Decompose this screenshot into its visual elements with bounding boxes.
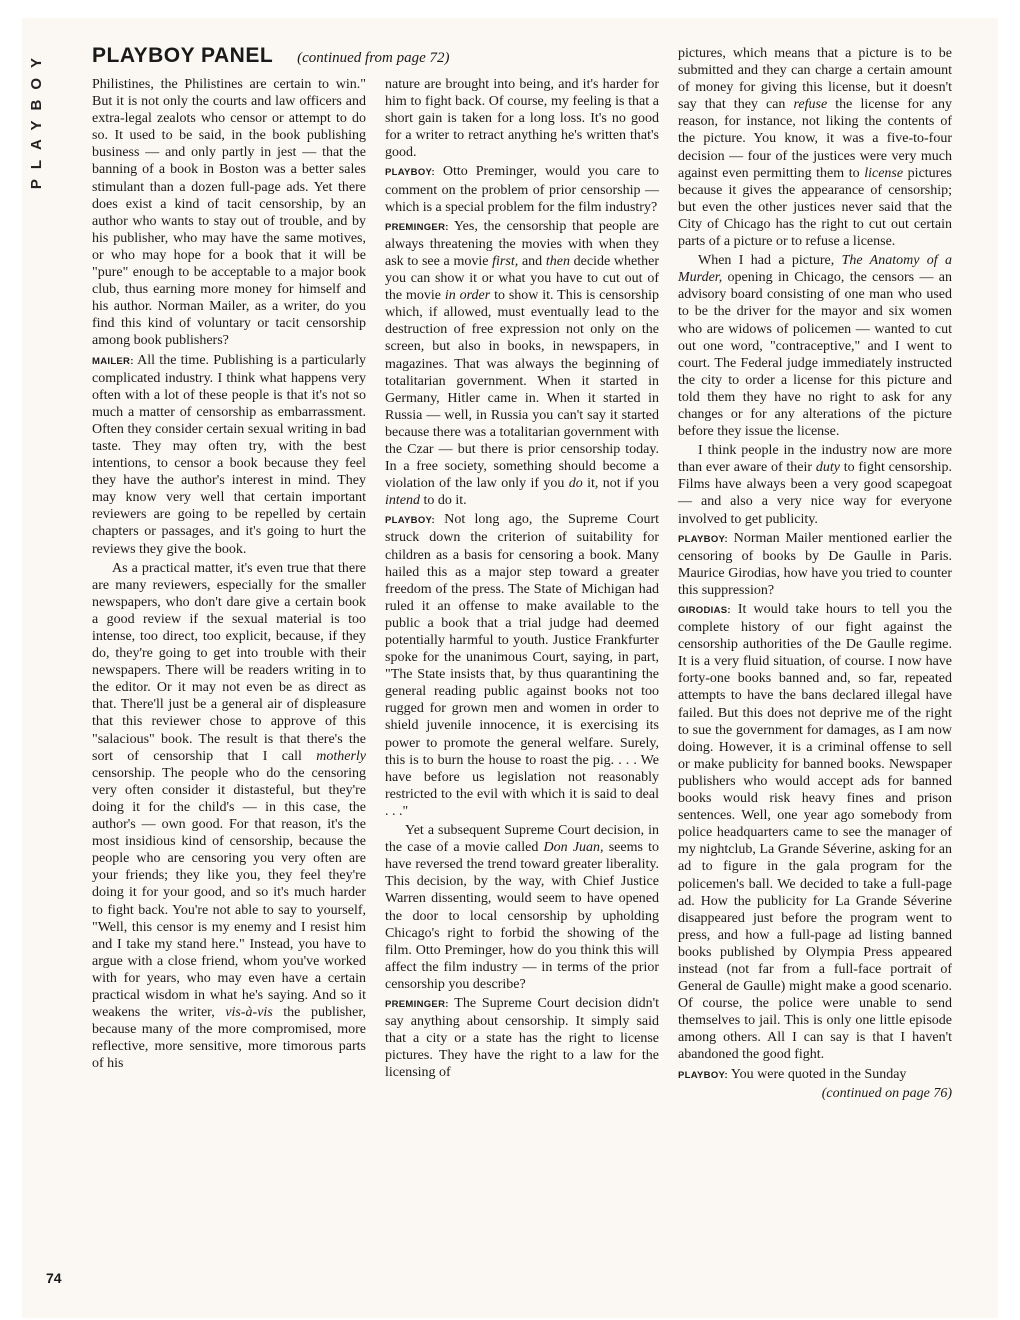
paragraph-text: As a practical matter, it's even true that there are many reviewers, especially for the smaller newspapers, who don't dare give a certain book a good review if the sexual material is too intense, too direct, too explicit, because, if they do, they're going to get into trouble with their newspapers. There will be readers writing in to the editor. Or it may not even be as direct as that. There'll just be a general air of displeasure that this reviewer chose to approve of this "salacious" book. The result is that there's the sort of censorship that I call (92, 560, 366, 764)
paragraph-text: to show it. This is censorship which, if allowed, must eventually lead to the destruction of free expression not only on the screen, but also in books, in newspapers, in magazines. That was always the beginning of totalitarian government. When it started in Germany, Hitler came in. When it started in Russia — well, in Russia you can't say it started because there was a totalitarian government with the Czar — but there is prior censorship today. In a free society, something should become a violation of the law only if you (385, 288, 660, 492)
paragraph-text: It would take hours to tell you the complete history of our fight against the censorship authorities of the De Gaulle regime. It is a very fluid situation, of course. I now have forty-one books banned and, so far, repeated attempts to have the bans declared illegal have failed. But this does not deprive me of the right to sue the government for damages, as I am now doing. However, it is a criminal offense to sell or make publicity for banned books. Newspaper publishers who would accept ads for banned books would risk heavy fines and prison sentences. Well, one year ago somebody from police headquarters came to see the manager of my nightclub, La Grande Séverine, asking for an ad to figure in the gala program for the policemen's ball. We decided to take a full-page ad. How the publicity for La Grande Séverine disappeared just before the program went to press, and how a full-page ad listing banned books published by Olympia Press appeared instead (not far from a full-face portrait of General de Gaulle) might make a good scenario. Of course, the police were unable to send themselves to jail. This is only one little episode among others. All I can say is that I haven't abandoned the good fight. (678, 602, 953, 1063)
article-header (92, 44, 652, 68)
text-column-3 (678, 45, 952, 1102)
paragraph-text: You were quoted in the Sunday (730, 1066, 907, 1082)
speaker-label: PLAYBOY: (385, 515, 435, 527)
paragraph: Philistines, the Philistines are certain to win." But it is not only the courts and law officers and extra-legal zealots who censor or attempt to do so. It used to be said, in the book publishing business — and only partly in jest — that the banning of a book in Boston was a better sales stimulant than a dozen full-page ads. Yet there does exist a kind of tacit censorship, by an author who wants to stay out of trouble, and by his publisher, who may have the same motives, or who may hope for a book that it will be "pure" enough to be acceptable to a major book club, thus earning more money for himself and his author. Norman Mailer, as a writer, do you find this kind of voluntary or tacit censorship among book publishers? (92, 77, 366, 349)
text-column-2 (385, 76, 659, 1081)
paragraph-text: seems to have reversed the trend toward greater liberality. This decision, by the way, with Chief Justice Warren dissenting, would seem to have opened the door to local censorship by upholding Chicago's right to forbid the showing of the film. Otto Preminger, how do you think this will affect the film industry — in terms of the prior censorship you describe? (385, 840, 660, 992)
continued-on-note: (continued on page 76) (821, 1085, 952, 1101)
continued-from-note: (continued from page 72) (297, 50, 450, 66)
paragraph-text: Yet a subsequent Supreme Court decision, in the case of a movie called (385, 823, 659, 856)
paragraph-text: I think people in the industry now are more than ever aware of their (678, 443, 952, 476)
paragraph-text: and (518, 253, 546, 269)
paragraph: nature are brought into being, and it's harder for him to fight back. Of course, my feeling is that a short gain is taken for a long loss. It's no good for a writer to retract anything he's written that's good. (385, 77, 659, 161)
magazine-sidebar-logo: PLAYBOY (28, 48, 45, 190)
paragraph-text: opening in Chicago, the censors — an advisory board consisting of one man who used to be the driver for the mayor and six women who are widows of policemen — wanted to cut out one word, "contraceptive," and I went to court. The Federal judge immediately instructed the city to order a license for this picture and told them they have no right to ask for any changes or for any alterations of the picture before they issue the license. (678, 270, 952, 440)
emphasis: do (568, 476, 583, 492)
paragraph-text: to fight censorship. Films have always been a very good scapegoat — and also a very nice way for everyone involved to get publicity. (678, 460, 952, 527)
paragraph-text: censorship. The people who do the censoring very often consider it distasteful, but they're doing it for the child's — in this case, the author's — own good. For that reason, it's the most insidious kind of censorship, because the people who are censoring you very often are your friends; they like you, they feel they're doing it for your good, and so it's much harder to fight back. You're not able to say to yourself, "Well, this censor is my enemy and I resist him and I take my stand here." Instead, you have to argue with a close friend, whom you've worked with for years, who may even have a certain practical wisdom in what he's saying. And so it weakens the writer, (92, 765, 366, 1021)
paragraph-text: Norman Mailer mentioned earlier the censoring of books by De Gaulle in Paris. Maurice Girodias, how have you tried to counter this suppression? (678, 530, 953, 598)
paragraph (92, 560, 366, 1073)
paragraph-text: the publisher, because many of the more compromised, more reflective, more sensitive, more timorous parts of his (92, 1005, 366, 1072)
paragraph-text: pictures, which means that a picture is to be submitted and they can charge a certain amount of money for giving this license, but it doesn't say that they can (678, 46, 952, 113)
speaker-label: PREMINGER: (385, 998, 449, 1010)
text-column-1 (92, 76, 366, 1072)
paragraph-text: Otto Preminger, would you care to comment on the problem of prior censorship — which is a special problem for the film industry? (385, 164, 660, 215)
emphasis: duty (815, 460, 840, 476)
emphasis: Don Juan, (543, 840, 604, 856)
paragraph-text: pictures because it gives the appearance of censorship; but even the other justices never said that the City of Chicago has the right to cut out certain parts of a picture or to refuse a license. (678, 165, 952, 250)
speaker-label: PLAYBOY: (678, 533, 728, 545)
paragraph (678, 45, 952, 250)
speaker-label: PLAYBOY: (385, 167, 435, 179)
emphasis: then (545, 253, 570, 269)
paragraph (92, 352, 366, 558)
speaker-label: PREMINGER: (385, 221, 449, 233)
paragraph-text: it, not if you (582, 476, 659, 492)
paragraph (678, 442, 952, 527)
emphasis: motherly (316, 748, 366, 764)
emphasis: first, (492, 253, 519, 269)
paragraph (678, 1066, 952, 1084)
page-number: 74 (46, 1270, 62, 1286)
paragraph-text: When I had a picture, (698, 253, 842, 269)
paragraph-text: Not long ago, the Supreme Court struck down the criterion of suitability for children as a basis for censoring a book. Many hailed this as a major step toward a greater freedom of the press. The State of Michigan had ruled it an offense to make available to the public a book that a trial judge had deemed potentially harmful to youth. Justice Frankfurter spoke for the unanimous Court, saying, in part, "The State insists that, by thus quarantining the general reading public against books not too rugged for grown men and women in order to shield juvenile innocence, it is exercising its power to promote the general welfare. Surely, this is to burn the house to roast the pig. . . . We have before us legislation not reasonably restricted to the evil with which it is said to deal . . ." (385, 512, 660, 819)
paragraph-text: The Supreme Court decision didn't say anything about censorship. It simply said that a city or a state has the right to license pictures. They have the right to a law for the licensing of (385, 995, 659, 1081)
paragraph (678, 601, 952, 1064)
paragraph-text: All the time. Publishing is a particularly complicated industry. I think what happens very often with a lot of these people is that it's not so much a matter of censorship as embarrassment. Often they consider certain sexual writing in bad taste. They may often try, with the best intentions, to censor a book because they feel they have the author's interest in mind. They may know very well that certain important reviewers are going to be repelled by certain chapters or passages, and it's going to hurt the reviews they give the book. (92, 352, 367, 557)
paragraph-text: Yes, the censorship that people are always threatening the movies with when they ask to see a movie (385, 218, 659, 269)
article-title: PLAYBOY PANEL (92, 44, 274, 67)
paragraph (385, 822, 659, 993)
paragraph (678, 530, 952, 599)
paragraph-text: decide whether you can show it or what you have to cut out of the movie (385, 253, 659, 304)
paragraph (385, 218, 659, 510)
paragraph (385, 163, 659, 215)
emphasis: refuse (793, 97, 828, 113)
emphasis: vis-à-vis (225, 1005, 273, 1021)
paragraph (385, 995, 659, 1081)
paragraph (678, 252, 952, 440)
emphasis: license (864, 165, 904, 181)
emphasis: intend (385, 493, 420, 509)
speaker-label: GIRODIAS: (678, 605, 731, 616)
paragraph-text: to do it. (420, 493, 467, 509)
speaker-label: PLAYBOY: (678, 1069, 728, 1081)
magazine-page (22, 18, 998, 1318)
paragraph-text: the license for any reason, for instance, not liking the contents of the picture. You know, it was a five-to-four decision — four of the justices were very much against even permitting them to (678, 97, 952, 181)
emphasis: in order (444, 288, 491, 304)
emphasis: The Anatomy of a Murder, (678, 253, 952, 286)
speaker-label: MAILER: (92, 355, 134, 367)
paragraph (385, 511, 659, 820)
